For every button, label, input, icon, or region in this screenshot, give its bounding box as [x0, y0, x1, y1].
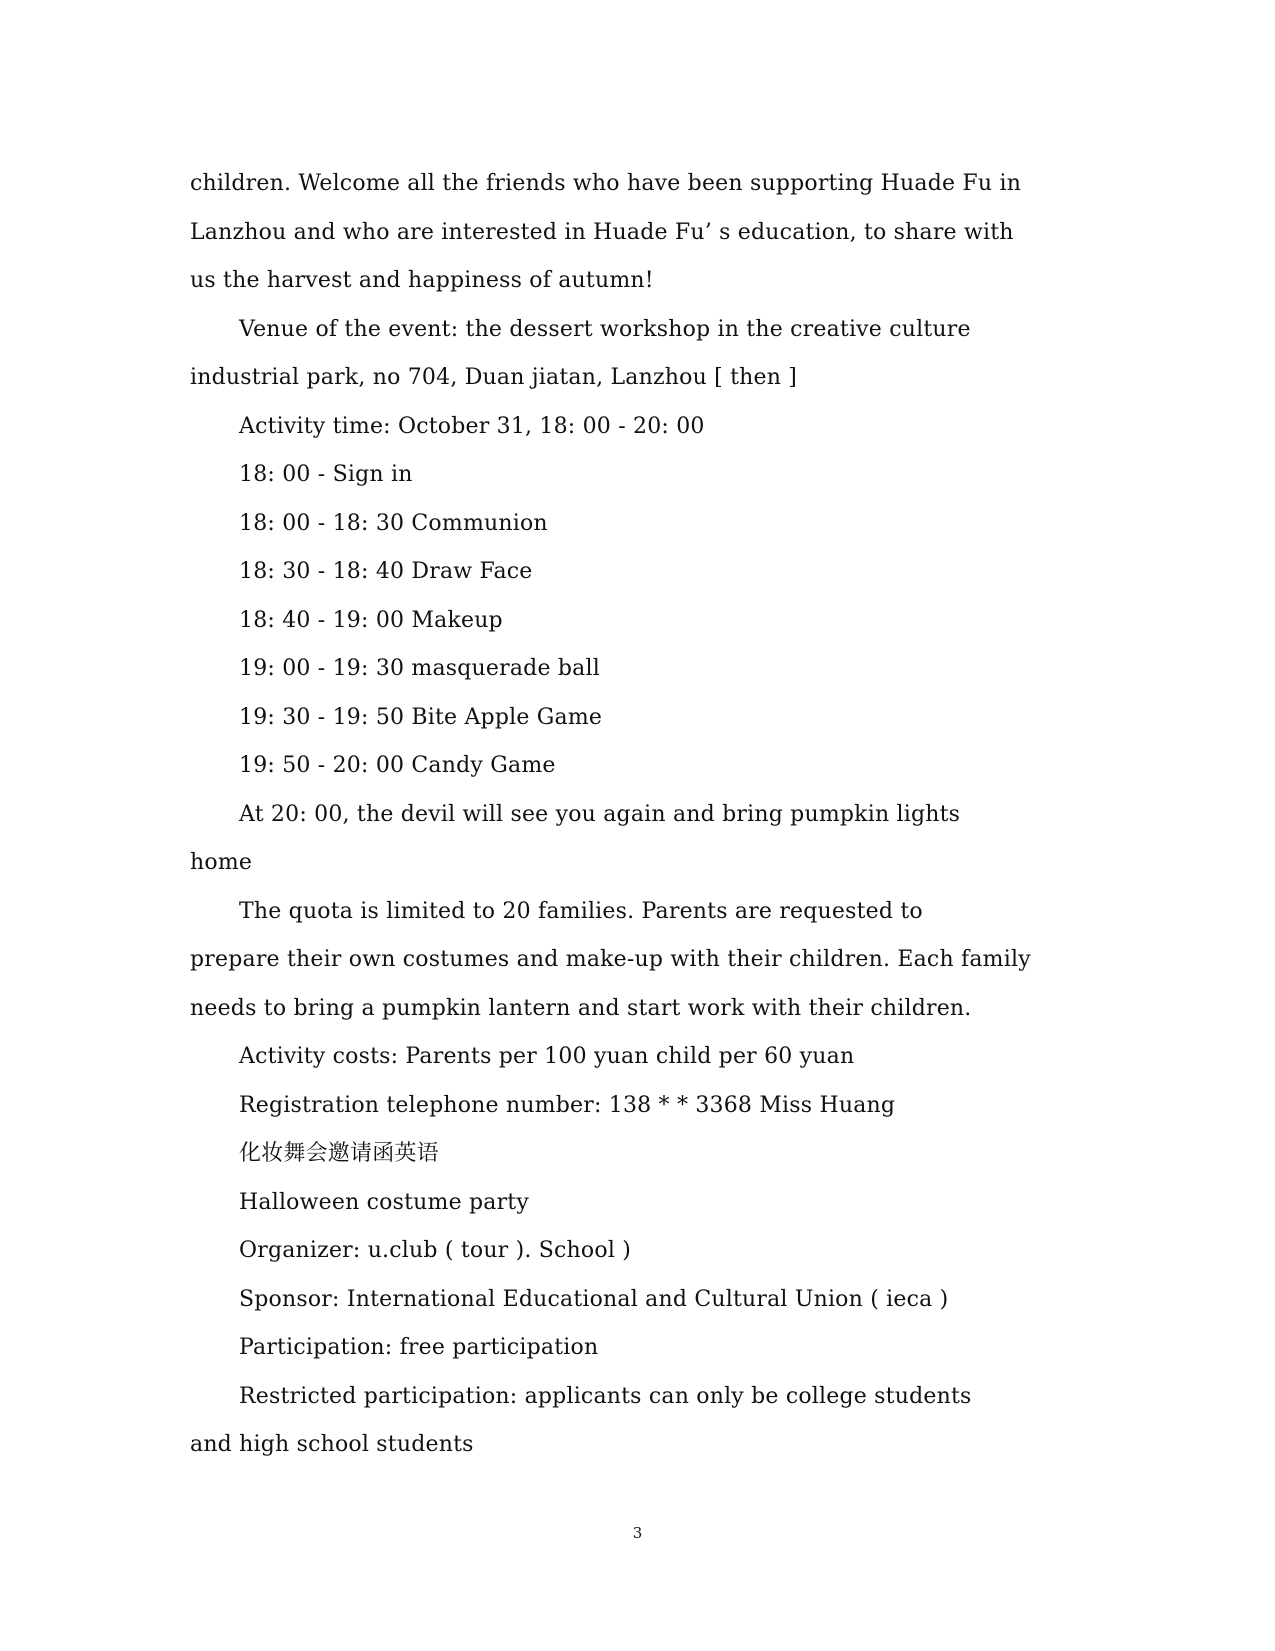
paragraph-line: Lanzhou and who are interested in Huade Fu’ s education, to share with: [190, 219, 1014, 245]
registration-phone-line: Registration telephone number: 138 * * 3368 Miss Huang: [239, 1092, 896, 1118]
quota-paragraph-line: The quota is limited to 20 families. Parents are requested to: [239, 898, 923, 924]
document-body: [190, 160, 1090, 1470]
paragraph-line: children. Welcome all the friends who have been supporting Huade Fu in: [190, 171, 1022, 196]
quota-paragraph-line: needs to bring a pumpkin lantern and start work with their children.: [190, 995, 972, 1021]
paragraph-line: us the harvest and happiness of autumn!: [190, 268, 654, 293]
restriction-line-continued: and high school students: [190, 1432, 474, 1457]
closing-line-continued: home: [190, 850, 253, 875]
schedule-item: 18: 40 - 19: 00 Makeup: [239, 607, 503, 633]
schedule-item: 19: 50 - 20: 00 Candy Game: [239, 753, 556, 778]
schedule-item: 18: 30 - 18: 40 Draw Face: [239, 559, 533, 584]
closing-line: At 20: 00, the devil will see you again and bring pumpkin lights: [239, 801, 961, 827]
schedule-item: 19: 00 - 19: 30 masquerade ball: [239, 656, 600, 681]
party-title-line: Halloween costume party: [239, 1189, 529, 1215]
venue-line-continued: industrial park, no 704, Duan jiatan, Lanzhou [ then ]: [190, 365, 798, 390]
participation-line: Participation: free participation: [239, 1335, 599, 1360]
organizer-line: Organizer: u.club ( tour ). School ): [239, 1238, 632, 1263]
activity-time-line: Activity time: October 31, 18: 00 - 20: 00: [239, 413, 705, 439]
page-number: 3: [632, 1524, 643, 1542]
chinese-heading: 化妆舞会邀请函英语: [239, 1141, 439, 1166]
schedule-item: 19: 30 - 19: 50 Bite Apple Game: [239, 704, 603, 730]
activity-costs-line: Activity costs: Parents per 100 yuan child per 60 yuan: [239, 1044, 855, 1069]
schedule-item: 18: 00 - 18: 30 Communion: [239, 510, 548, 536]
sponsor-line: Sponsor: International Educational and Cultural Union ( ieca ): [239, 1286, 949, 1312]
restriction-line: Restricted participation: applicants can only be college students: [239, 1383, 972, 1409]
quota-paragraph-line: prepare their own costumes and make-up with their children. Each family: [190, 947, 1031, 972]
venue-line: Venue of the event: the dessert workshop in the creative culture: [239, 316, 971, 342]
schedule-item: 18: 00 - Sign in: [239, 462, 413, 487]
